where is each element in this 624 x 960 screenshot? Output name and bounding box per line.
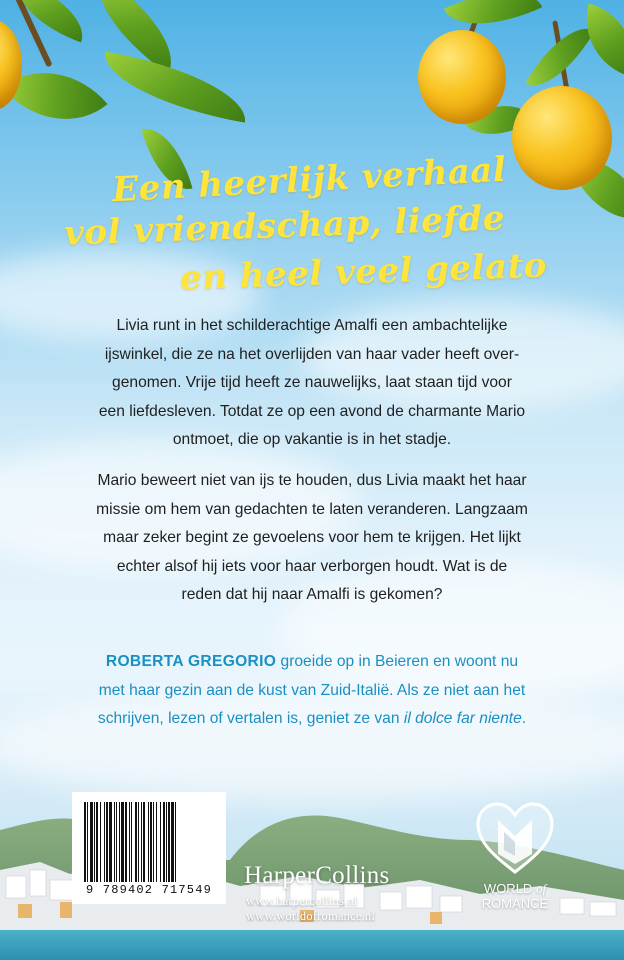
barcode-bar	[138, 802, 139, 882]
tagline-line-3: en heel veel gelato	[179, 245, 548, 299]
barcode-bar	[87, 802, 88, 882]
tagline-line-1: Een heerlijk verhaal	[111, 149, 508, 211]
barcode-bar	[160, 802, 161, 882]
author-italic-phrase: il dolce far niente	[403, 710, 522, 727]
blurb-line: echter alsof hij iets voor haar verborgen houdt. Wat is de	[116, 557, 508, 575]
imprint-of: of	[535, 881, 547, 896]
publisher-name: HarperCollins	[244, 862, 390, 889]
barcode-bar	[119, 802, 120, 882]
tagline-line-2: vol vriendschap, liefde	[63, 198, 506, 254]
barcode-bar	[90, 802, 93, 882]
lemon	[418, 30, 506, 124]
author-line-rest: groeide op in Beieren en woont nu	[276, 653, 519, 670]
barcode-bar	[96, 802, 98, 882]
barcode-bar	[175, 802, 176, 882]
world-of-romance-logo	[474, 800, 556, 911]
blurb-line: Livia runt in het schilderachtige Amalfi een ambachtelijke	[116, 317, 508, 334]
blurb-line: reden dat hij naar Amalfi is gekomen?	[181, 586, 443, 603]
author-line-start: schrijven, lezen of vertalen is, geniet ze van	[97, 710, 404, 727]
barcode-bar	[116, 802, 117, 882]
blurb-line: genomen. Vrije tijd heeft ze nauwelijks, laat staan tijd voor	[112, 374, 512, 391]
barcode-bar	[153, 802, 154, 882]
imprint-url[interactable]: www.worldofromance.nl	[246, 909, 376, 923]
barcode-bar	[106, 802, 108, 882]
barcode-bar	[143, 802, 145, 882]
blurb-paragraph-1	[62, 312, 562, 455]
imprint-line-1	[474, 881, 556, 896]
barcode-bar	[166, 802, 167, 882]
barcode-bar	[148, 802, 149, 882]
barcode-bar	[135, 802, 137, 882]
isbn-number: 9 789402 717549	[85, 883, 213, 897]
barcode-icon	[84, 802, 214, 882]
barcode-bar	[131, 802, 132, 882]
barcode-bar	[109, 802, 112, 882]
leaf	[97, 51, 253, 122]
barcode-bar	[84, 802, 86, 882]
barcode-bar	[114, 802, 115, 882]
blurb-line: Mario beweert niet van ijs te houden, dus Livia maakt het haar	[97, 472, 527, 489]
barcode-bar	[125, 802, 127, 882]
author-line: met haar gezin aan de kust van Zuid-Italië. Als ze niet aan het	[98, 681, 526, 699]
barcode-bar	[141, 802, 142, 882]
barcode-bar	[129, 802, 130, 882]
barcode-bar	[168, 802, 170, 882]
author-line	[62, 648, 562, 677]
barcode-bar	[163, 802, 165, 882]
barcode-bar	[150, 802, 152, 882]
author-line	[62, 705, 562, 734]
barcode-bar	[94, 802, 95, 882]
heart-logo-icon	[474, 800, 556, 876]
barcode-bar	[171, 802, 174, 882]
barcode-bar	[156, 802, 157, 882]
author-name: ROBERTA GREGORIO	[105, 653, 277, 670]
author-bio	[62, 648, 562, 734]
imprint-line-2: ROMANCE	[481, 896, 549, 911]
blurb-line: maar zeker begint ze gevoelens voor hem te krijgen. Het lijkt	[103, 529, 521, 546]
lemon	[512, 86, 612, 190]
blurb-line: missie om hem van gedachten te laten veranderen. Langzaam	[96, 500, 528, 518]
blurb-line: ontmoet, die op vakantie is in het stadje.	[172, 431, 452, 448]
barcode-bar	[100, 802, 101, 882]
blurb-line: ijswinkel, die ze na het overlijden van haar vader heeft over-	[104, 345, 520, 363]
barcode	[72, 792, 226, 904]
barcode-bar	[121, 802, 124, 882]
blurb-paragraph-2	[62, 467, 562, 610]
author-line-end: .	[521, 710, 527, 727]
imprint-world: WORLD	[483, 881, 533, 896]
blurb-line: een liefdesleven. Totdat ze op een avond de charmante Mario	[98, 402, 526, 420]
publisher-url[interactable]: www.harpercollins.nl	[246, 894, 358, 908]
barcode-bar	[104, 802, 105, 882]
